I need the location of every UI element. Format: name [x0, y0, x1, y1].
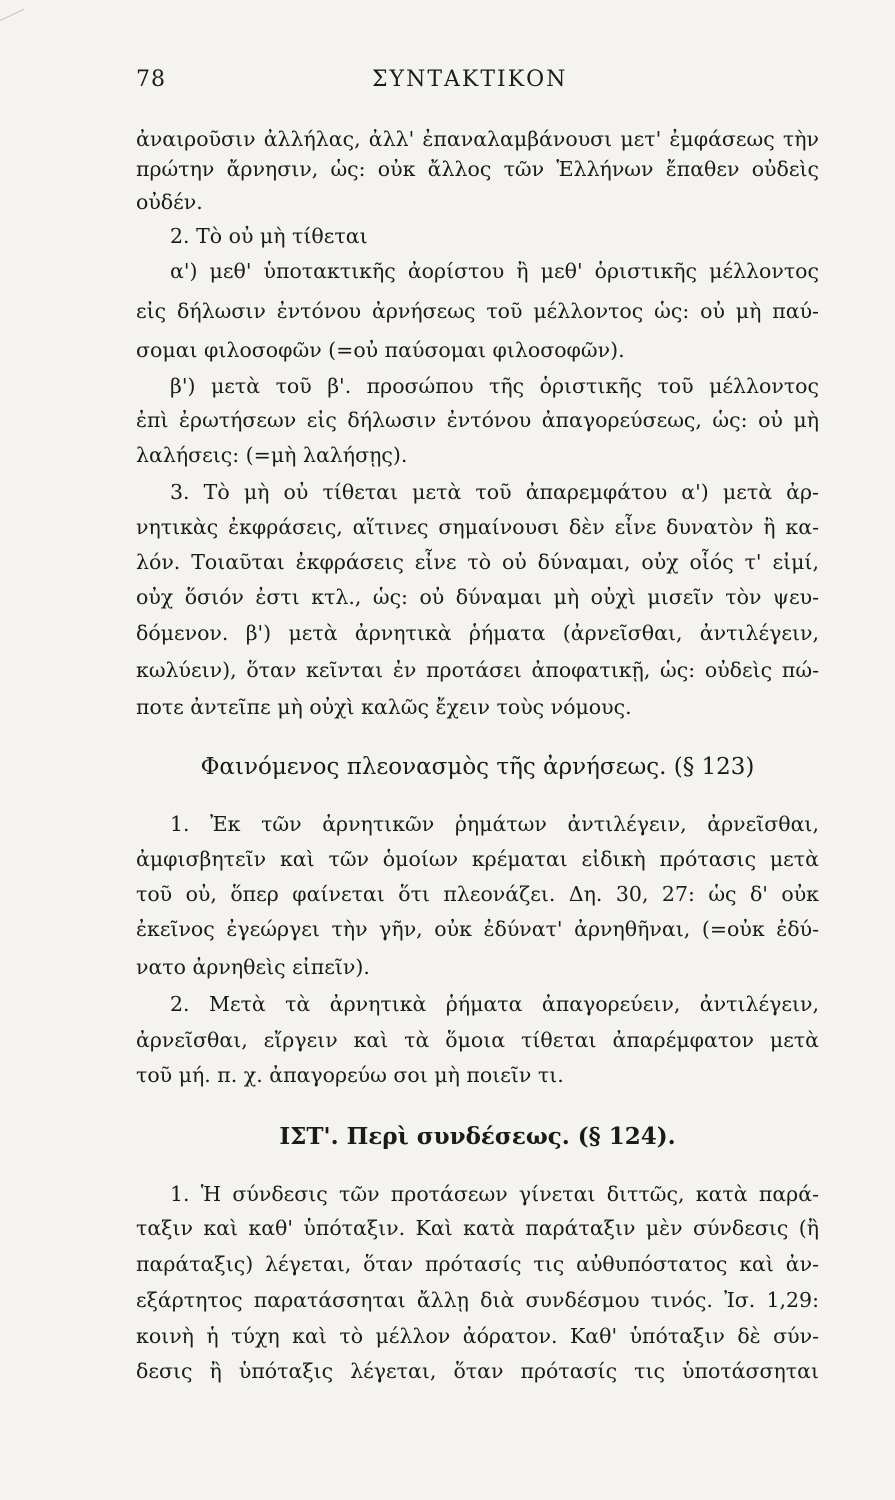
text-line: ἀναιροῦσιν ἀλλήλας, ἀλλ' ἐπαναλαμβάνουσι μετ' ἐμφάσεως τὴν: [136, 127, 819, 151]
text-line: τοῦ οὐ, ὅπερ φαίνεται ὅτι πλεονάζει. Δη. 30, 27: ὡς δ' οὐκ: [136, 882, 819, 906]
text-line: οὐδέν.: [136, 190, 203, 214]
text-line: α') μεθ' ὑποτακτικῆς ἀορίστου ἢ μεθ' ὁριστικῆς μέλλοντος: [170, 259, 819, 283]
section-heading-pleonasm: Φαινόμενος πλεονασμὸς τῆς ἀρνήσεως. (§ 123): [200, 754, 755, 780]
corner-mark: [0, 0, 24, 21]
text-line: ἀρνεῖσθαι, εἴργειν καὶ τὰ ὅμοια τίθεται ἀπαρέμφατον μετὰ: [136, 1028, 819, 1052]
text-line: δεσις ἢ ὑπόταξις λέγεται, ὅταν πρότασίς τις ὑποτάσσηται: [136, 1359, 819, 1383]
running-title: ΣΥΝΤΑΚΤΙΚΟΝ: [372, 67, 568, 92]
text-line: νατο ἀρνηθεὶς εἰπεῖν).: [136, 955, 370, 979]
text-line: λόν. Τοιαῦται ἐκφράσεις εἶνε τὸ οὐ δύναμαι, οὐχ οἷός τ' εἰμί,: [136, 550, 819, 574]
text-line: τοῦ μή. π. χ. ἀπαγορεύω σοι μὴ ποιεῖν τι.: [136, 1063, 564, 1087]
text-line: ἐπὶ ἐρωτήσεων εἰς δήλωσιν ἐντόνου ἀπαγορεύσεως, ὡς: οὐ μὴ: [136, 408, 819, 432]
text-line: 3. Τὸ μὴ οὐ τίθεται μετὰ τοῦ ἀπαρεμφάτου α') μετὰ ἀρ-: [170, 480, 819, 504]
text-line: ταξιν καὶ καθ' ὑπόταξιν. Καὶ κατὰ παράταξιν μὲν σύνδεσις (ἢ: [136, 1216, 819, 1240]
text-line: νητικὰς ἐκφράσεις, αἵτινες σημαίνουσι δὲν εἶνε δυνατὸν ἢ κα-: [136, 515, 819, 539]
section-heading-syndesis: ΙΣΤ'. Περὶ συνδέσεως. (§ 124).: [279, 1123, 676, 1150]
text-line: ἀμφισβητεῖν καὶ τῶν ὁμοίων κρέμαται εἰδικὴ πρότασις μετὰ: [136, 847, 819, 871]
text-line: 2. Τὸ οὐ μὴ τίθεται: [170, 224, 368, 248]
text-line: οὐχ ὅσιόν ἐστι κτλ., ὡς: οὐ δύναμαι μὴ οὐχὶ μισεῖν τὸν ψευ-: [136, 585, 819, 609]
text-line: παράταξις) λέγεται, ὅταν πρότασίς τις αὐθυπόστατος καὶ ἀν-: [136, 1252, 819, 1276]
text-line: πρώτην ἄρνησιν, ὡς: οὐκ ἄλλος τῶν Ἑλλήνων ἔπαθεν οὐδεὶς: [136, 157, 819, 181]
text-line: εξάρτητος παρατάσσηται ἄλλῃ διὰ συνδέσμου τινός. Ἰσ. 1,29:: [136, 1288, 819, 1312]
text-line: κωλύειν), ὅταν κεῖνται ἐν προτάσει ἀποφατικῇ, ὡς: οὐδεὶς πώ-: [136, 658, 819, 682]
text-line: 1. Ἐκ τῶν ἀρνητικῶν ῥημάτων ἀντιλέγειν, ἀρνεῖσθαι,: [170, 812, 819, 836]
text-line: β') μετὰ τοῦ β'. προσώπου τῆς ὁριστικῆς τοῦ μέλλοντος: [170, 374, 819, 398]
text-line: ἐκεῖνος ἐγεώργει τὴν γῆν, οὐκ ἐδύνατ' ἀρνηθῆναι, (=οὐκ ἐδύ-: [136, 917, 819, 941]
text-line: λαλήσεις: (=μὴ λαλήσῃς).: [136, 443, 408, 467]
text-line: 2. Μετὰ τὰ ἀρνητικὰ ῥήματα ἀπαγορεύειν, ἀντιλέγειν,: [170, 992, 819, 1016]
text-line: κοινὴ ἡ τύχη καὶ τὸ μέλλον ἀόρατον. Καθ' ὑπόταξιν δὲ σύν-: [136, 1324, 819, 1348]
text-line: 1. Ἡ σύνδεσις τῶν προτάσεων γίνεται διττῶς, κατὰ παρά-: [170, 1182, 819, 1206]
page-number: 78: [136, 67, 166, 92]
text-line: σομαι φιλοσοφῶν (=οὐ παύσομαι φιλοσοφῶν).: [136, 338, 625, 362]
text-line: ποτε ἀντεῖπε μὴ οὐχὶ καλῶς ἔχειν τοὺς νόμους.: [136, 695, 632, 719]
text-line: εἰς δήλωσιν ἐντόνου ἀρνήσεως τοῦ μέλλοντος ὡς: οὐ μὴ παύ-: [136, 299, 819, 323]
text-line: δόμενον. β') μετὰ ἀρνητικὰ ῥήματα (ἀρνεῖσθαι, ἀντιλέγειν,: [136, 621, 819, 645]
